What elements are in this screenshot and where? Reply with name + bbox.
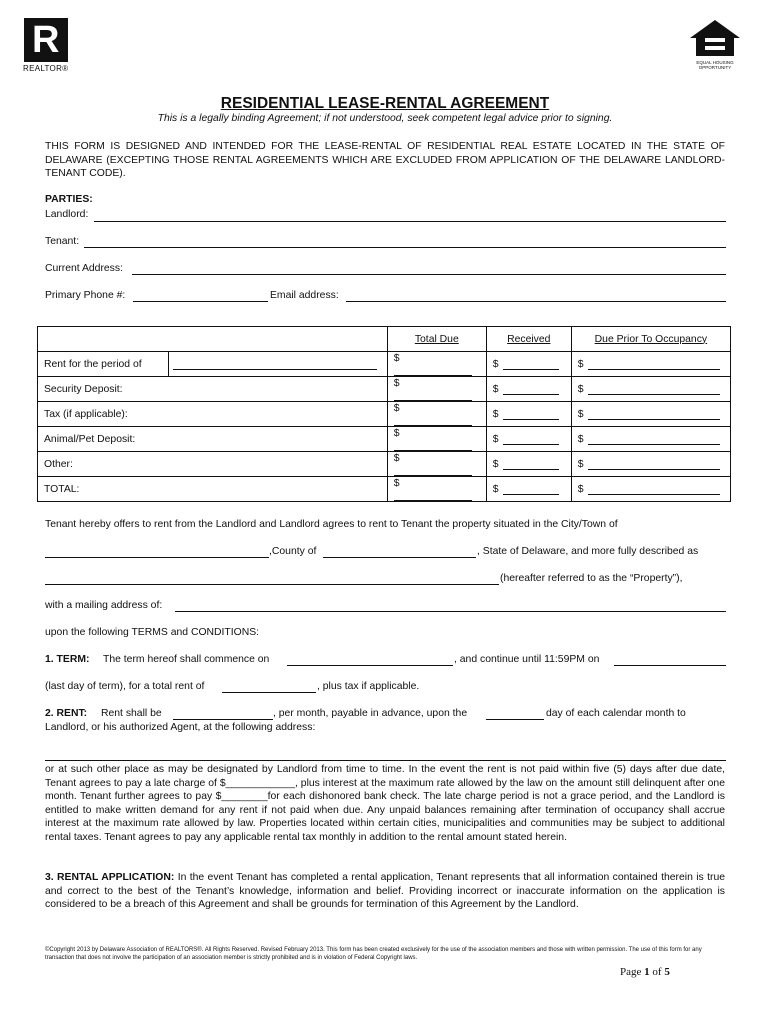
fee-row-other: Other: $ $ $ — [38, 452, 731, 477]
page-number: Page 1 of 5 — [620, 966, 670, 978]
phone-label: Primary Phone #: — [45, 290, 126, 301]
fee-label: Other: — [38, 452, 388, 477]
fee-label: Animal/Pet Deposit: — [38, 427, 388, 452]
rent-text-4: Landlord, or his authorized Agent, at the following address: — [45, 722, 316, 733]
rent-amount-field[interactable] — [173, 719, 273, 720]
amount-field[interactable] — [588, 458, 720, 470]
term-text-2: , and continue until 11:59PM on — [454, 654, 600, 665]
state-text: , State of Delaware, and more fully described as — [477, 546, 699, 557]
term-start-field[interactable] — [287, 665, 453, 666]
rent-period-field[interactable] — [173, 358, 377, 370]
rent-text-2: , per month, payable in advance, upon the — [273, 708, 468, 719]
city-field[interactable] — [45, 557, 269, 558]
email-label: Email address: — [270, 290, 339, 301]
header-total-due: Total Due — [387, 327, 486, 352]
realtor-logo: R — [24, 18, 68, 62]
amount-field[interactable] — [394, 414, 472, 426]
fee-row-pet: Animal/Pet Deposit: $ $ $ — [38, 427, 731, 452]
copyright-notice: ©Copyright 2013 by Delaware Association of REALTORS®. All Rights Reserved. Revised February 2013. This form has been created exclusively for the use of the association members and those with written permission. The use of this form for any transaction that does not involve the participation of an association member is strictly prohibited and is in violation of Federal Copyright laws. — [45, 947, 702, 961]
amount-field[interactable] — [503, 433, 559, 445]
page-title: RESIDENTIAL LEASE-RENTAL AGREEMENT — [220, 95, 550, 112]
amount-field[interactable] — [588, 383, 720, 395]
term-text-1: The term hereof shall commence on — [103, 654, 270, 665]
tenant-field[interactable] — [84, 247, 726, 248]
amount-field[interactable] — [394, 464, 472, 476]
fee-row-total: TOTAL: $ $ $ — [38, 477, 731, 502]
realtor-logo-text: REALTOR® — [23, 64, 69, 73]
amount-field[interactable] — [503, 458, 559, 470]
offer-text: Tenant hereby offers to rent from the Landlord and Landlord agrees to rent to Tenant the property situated in the City/Town of — [45, 519, 618, 530]
amount-field[interactable] — [503, 483, 559, 495]
amount-field[interactable] — [588, 358, 720, 370]
parties-heading: PARTIES: — [45, 194, 93, 205]
amount-field[interactable] — [588, 433, 720, 445]
fee-label: Rent for the period of — [38, 352, 169, 377]
rent-text-3: day of each calendar month to — [546, 708, 686, 719]
fee-row-security: Security Deposit: $ $ $ — [38, 377, 731, 402]
amount-field[interactable] — [394, 489, 472, 501]
application-label: 3. RENTAL APPLICATION: — [45, 872, 175, 883]
fee-row-rent: Rent for the period of $ $ $ — [38, 352, 731, 377]
rent-label: 2. RENT: — [45, 708, 88, 719]
fees-table — [37, 326, 731, 502]
payment-address-field[interactable] — [45, 760, 726, 761]
description-field[interactable] — [45, 584, 499, 585]
amount-field[interactable] — [394, 439, 472, 451]
equal-housing-text: EQUAL HOUSING OPPORTUNITY — [696, 60, 734, 70]
mailing-label: with a mailing address of: — [45, 600, 163, 611]
phone-field[interactable] — [133, 301, 268, 302]
term-end-field[interactable] — [614, 665, 726, 666]
landlord-label: Landlord: — [45, 209, 89, 220]
rent-text-1: Rent shall be — [101, 708, 162, 719]
tenant-label: Tenant: — [45, 236, 80, 247]
term-text-3: (last day of term), for a total rent of — [45, 681, 205, 692]
page-subtitle: This is a legally binding Agreement; if not understood, seek competent legal advice prior to signing. — [157, 113, 613, 124]
email-field[interactable] — [346, 301, 726, 302]
header-due-prior: Due Prior To Occupancy — [571, 327, 730, 352]
late-charge-paragraph: or at such other place as may be designated by Landlord from time to time. In the event the rent is not paid within five (5) days after due date, Tenant agrees to pay a late charge of $____________, plus interest at the maximum rate allowed by the law on the amount still delinquent after one month. Tenant further agrees to pay $________for each dishonored bank check. The late charge period is not a grace period, and the Landlord is entitled to make written demand for any rent if not paid when due. Any unpaid balances remaining after termination of occupancy shall accrue interest at the maximum rate allowed by law. Properties located within certain cities, municipalities and communities may be subject to additional rental taxes. Tenant agrees to pay any applicable rental tax monthly in addition to the rental amount stated herein. — [45, 764, 725, 843]
fee-label: Security Deposit: — [38, 377, 388, 402]
fee-label: TOTAL: — [38, 477, 388, 502]
total-rent-field[interactable] — [222, 692, 316, 693]
header-received: Received — [486, 327, 571, 352]
amount-field[interactable] — [394, 364, 472, 376]
landlord-field[interactable] — [94, 221, 726, 222]
county-label: ,County of — [269, 546, 317, 557]
fee-label: Tax (if applicable): — [38, 402, 388, 427]
amount-field[interactable] — [588, 408, 720, 420]
amount-field[interactable] — [503, 383, 559, 395]
fee-row-tax: Tax (if applicable): $ $ $ — [38, 402, 731, 427]
intro-paragraph: THIS FORM IS DESIGNED AND INTENDED FOR THE LEASE-RENTAL OF RESIDENTIAL REAL ESTATE LOCATED IN THE STATE OF DELAWARE (EXCEPTING THOSE RENTAL AGREEMENTS WHICH ARE EXCLUDED FROM APPLICATION OF THE DELAWARE LANDLORD-TENANT CODE). — [45, 141, 725, 179]
mailing-field[interactable] — [175, 611, 726, 612]
terms-text: upon the following TERMS and CONDITIONS: — [45, 627, 260, 638]
amount-field[interactable] — [394, 389, 472, 401]
county-field[interactable] — [323, 557, 476, 558]
amount-field[interactable] — [588, 483, 720, 495]
address-field[interactable] — [132, 274, 726, 275]
rent-day-field[interactable] — [486, 719, 544, 720]
term-text-4: , plus tax if applicable. — [317, 681, 420, 692]
application-text: In the event Tenant has completed a rental application, Tenant represents that all information contained therein is true and correct to the best of the Tenant’s knowledge, information and belief. Providing incorrect or inaccurate information on the application is considered to be a breach of this Agreement and shall be grounds for termination of this Agreement by the Landlord. — [45, 872, 725, 910]
application-paragraph — [45, 871, 725, 912]
hereafter-text: (hereafter referred to as the “Property”), — [500, 573, 683, 584]
address-label: Current Address: — [45, 263, 123, 274]
amount-field[interactable] — [503, 408, 559, 420]
term-label: 1. TERM: — [45, 654, 90, 665]
amount-field[interactable] — [503, 358, 559, 370]
